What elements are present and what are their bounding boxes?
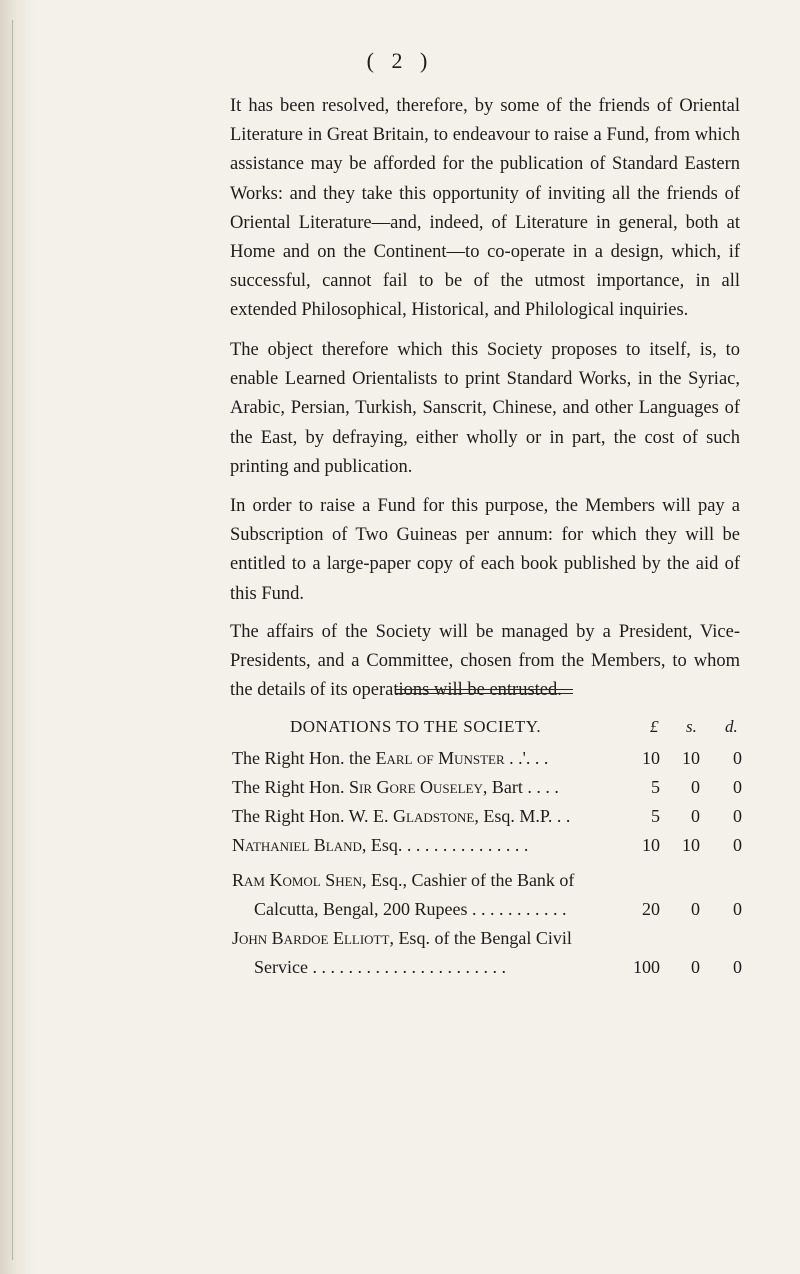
paragraph-object: The object therefore which this Society proposes to itself, is, to enable Learned Orientalists to print Standard Works, in the Syriac, Arabic, Persian, Turkish, Sanscrit, Chinese, and other Languages of the East, by defraying, either wholly or in part, the cost of such printing and publication. bbox=[230, 340, 740, 477]
column-header-pounds: £ bbox=[650, 717, 659, 736]
paragraph-subscription: In order to raise a Fund for this purpose, the Members will pay a Subscription of Two Guineas per annum: for which they will be entitled to a large-paper copy of each book published by the aid of this Fund. bbox=[230, 496, 740, 604]
donor-entry-continued: Service . . . . . . . . . . . . . . . . . . . . . . bbox=[254, 957, 506, 977]
column-header-shillings: s. bbox=[686, 717, 697, 736]
section-divider bbox=[395, 689, 573, 694]
amount-shillings: 0 bbox=[691, 957, 700, 977]
amount-shillings: 10 bbox=[682, 835, 700, 855]
amount-pounds: 100 bbox=[633, 957, 660, 977]
amount-shillings: 0 bbox=[691, 777, 700, 797]
donation-row bbox=[232, 777, 742, 805]
amount-pounds: 20 bbox=[642, 899, 660, 919]
amount-shillings: 0 bbox=[691, 899, 700, 919]
donor-entry: John Bardoe Elliott, Esq. of the Bengal Civil bbox=[232, 928, 572, 948]
amount-shillings: 10 bbox=[682, 748, 700, 768]
amount-pence: 0 bbox=[733, 835, 742, 855]
donor-entry-continued: Calcutta, Bengal, 200 Rupees . . . . . . . . . . . bbox=[254, 899, 567, 919]
amount-pounds: 10 bbox=[642, 748, 660, 768]
column-header-pence: d. bbox=[725, 717, 738, 736]
donation-row bbox=[232, 835, 742, 863]
amount-pence: 0 bbox=[733, 748, 742, 768]
donor-entry: Ram Komol Shen, Esq., Cashier of the Bank of bbox=[232, 870, 575, 890]
donor-entry: The Right Hon. W. E. Gladstone, Esq. M.P. . . bbox=[232, 806, 571, 826]
amount-shillings: 0 bbox=[691, 806, 700, 826]
amount-pounds: 5 bbox=[651, 777, 660, 797]
amount-pence: 0 bbox=[733, 957, 742, 977]
donation-row-first-line bbox=[232, 870, 742, 898]
amount-pence: 0 bbox=[733, 777, 742, 797]
paragraph-affairs: The affairs of the Society will be managed by a President, Vice-Presidents, and a Committee, chosen from the Members, to whom the details of its operations will be entrusted. bbox=[230, 622, 740, 701]
amount-pounds: 10 bbox=[642, 835, 660, 855]
paragraph-fund: It has been resolved, therefore, by some of the friends of Oriental Literature in Great Britain, to endeavour to raise a Fund, from which assistance may be afforded for the publication of Standard Eastern Works: and they take this opportunity of inviting all the friends of Oriental Literature—and, indeed, of Literature in general, both at Home and on the Continent—to co-operate in a design, which, if successful, cannot fail to be of the utmost importance, in all extended Philosophical, Historical, and Philological inquiries. bbox=[230, 96, 740, 321]
donor-entry: The Right Hon. the Earl of Munster . .'. . . bbox=[232, 748, 549, 768]
donation-row bbox=[232, 806, 742, 834]
amount-pence: 0 bbox=[733, 806, 742, 826]
donation-row-first-line bbox=[232, 928, 742, 956]
page-number: ( 2 ) bbox=[366, 48, 434, 73]
donation-row bbox=[232, 957, 742, 985]
donor-entry: Nathaniel Bland, Esq. . . . . . . . . . . . . . . bbox=[232, 835, 529, 855]
amount-pence: 0 bbox=[733, 899, 742, 919]
donation-row bbox=[232, 899, 742, 927]
donation-row bbox=[232, 748, 742, 776]
amount-pounds: 5 bbox=[651, 806, 660, 826]
donations-heading: DONATIONS TO THE SOCIETY. bbox=[290, 717, 542, 736]
donor-entry: The Right Hon. Sir Gore Ouseley, Bart . . . . bbox=[232, 777, 559, 797]
